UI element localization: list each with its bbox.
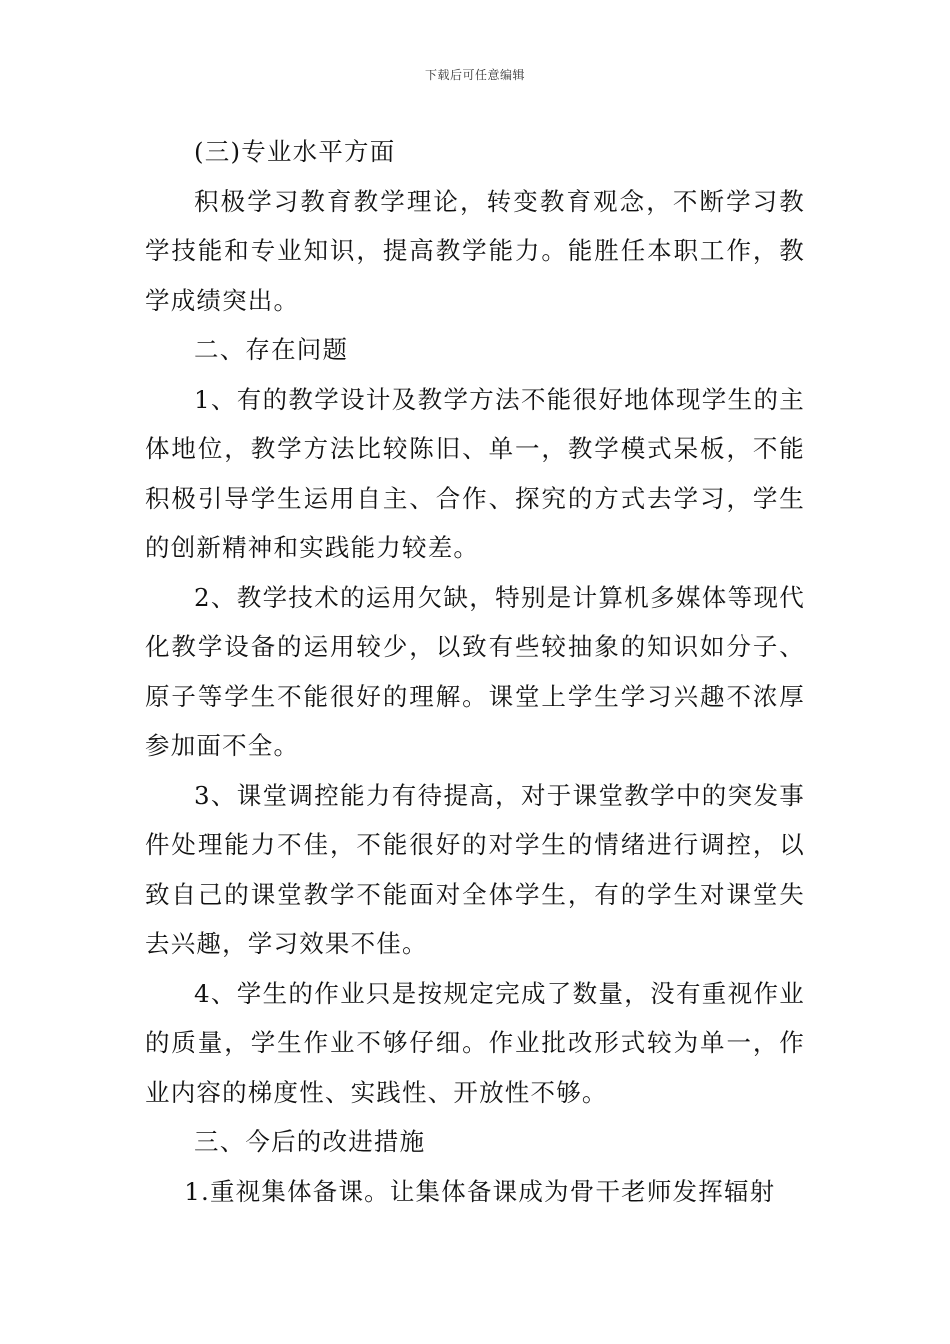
section-heading-existing-problems: 二、存在问题 — [194, 335, 349, 364]
problem-item-4: 4、学生的作业只是按规定完成了数量，没有重视作业的质量，学生作业不够仔细。作业批改形式较为单一，作业内容的梯度性、实践性、开放性不够。 — [145, 978, 805, 1107]
section-heading-professional-level: (三)专业水平方面 — [194, 137, 396, 166]
problem-item-3: 3、课堂调控能力有待提高，对于课堂教学中的突发事件处理能力不佳，不能很好的对学生的情绪进行调控，以致自己的课堂教学不能面对全体学生，有的学生对课堂失去兴趣，学习效果不佳。 — [145, 780, 805, 958]
problem-item-2: 2、教学技术的运用欠缺，特别是计算机多媒体等现代化教学设备的运用较少，以致有些较抽象的知识如分子、原子等学生不能很好的理解。课堂上学生学习兴趣不浓厚参加面不全。 — [145, 582, 805, 760]
section-heading-improvement-measures: 三、今后的改进措施 — [194, 1127, 426, 1156]
document-body — [145, 127, 805, 1216]
measure-item-1: 1.重视集体备课。让集体备课成为骨干老师发挥辐射 — [184, 1176, 776, 1206]
page-header-note: 下载后可任意编辑 — [424, 68, 525, 82]
problem-item-1: 1、有的教学设计及教学方法不能很好地体现学生的主体地位，教学方法比较陈旧、单一，教学模式呆板，不能积极引导学生运用自主、合作、探究的方式去学习，学生的创新精神和实践能力较差。 — [145, 384, 805, 562]
paragraph-professional-level: 积极学习教育教学理论，转变教育观念，不断学习教学技能和专业知识，提高教学能力。能胜任本职工作，教学成绩突出。 — [145, 186, 805, 315]
